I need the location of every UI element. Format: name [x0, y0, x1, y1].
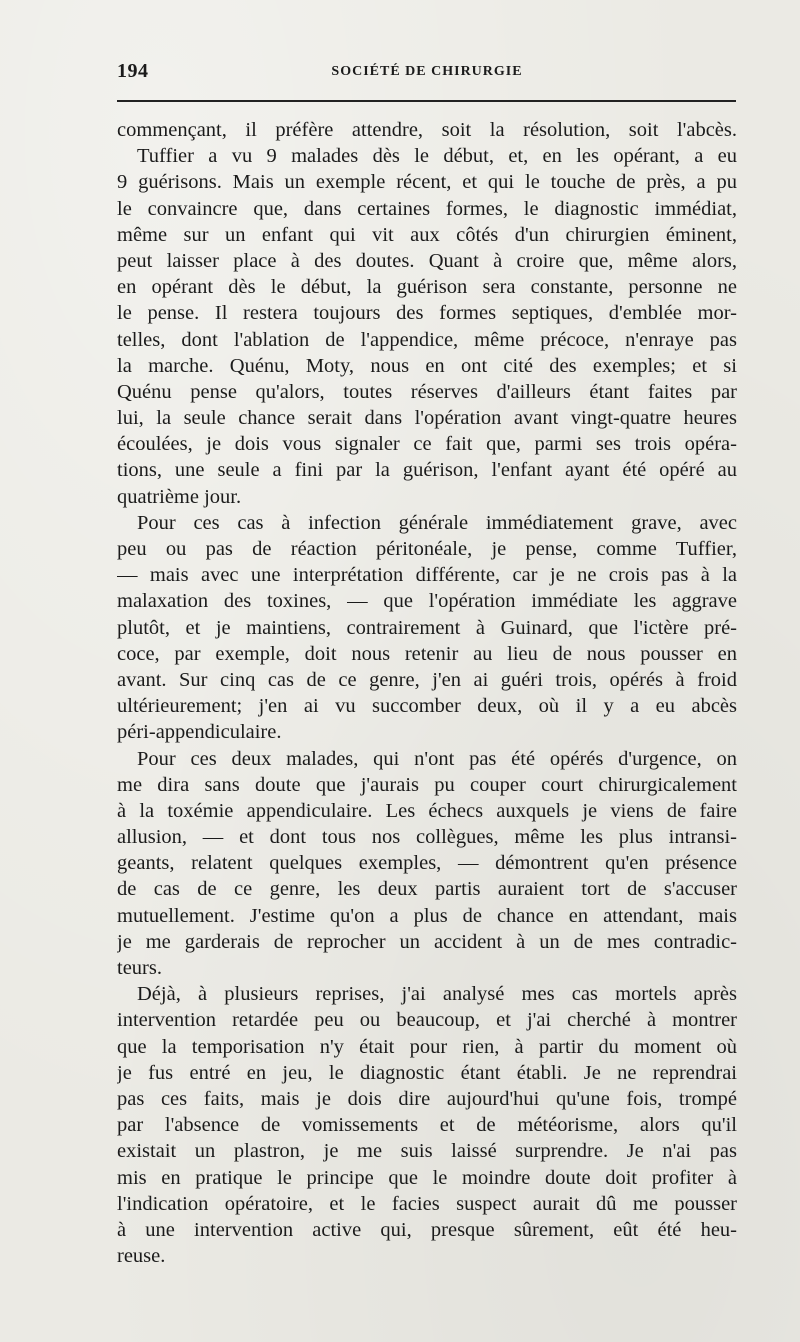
page-number: 194 — [117, 60, 149, 82]
text-line: telles, dont l'ablation de l'appendice, même précoce, n'enraye pas — [117, 328, 737, 351]
text-line: je fus entré en jeu, le diagnostic étant établi. Je ne reprendrai — [117, 1061, 737, 1084]
text-line: peu ou pas de réaction péritonéale, je pense, comme Tuffier, — [117, 538, 737, 560]
text-line: de cas de ce genre, les deux partis auraient tort de s'accuser — [117, 878, 737, 901]
text-line: Quénu pense qu'alors, toutes réserves d'ailleurs étant faites par — [117, 380, 737, 403]
text-line: mutuellement. J'estime qu'on a plus de chance en attendant, mais — [117, 904, 737, 927]
text-line: même sur un enfant qui vit aux côtés d'un chirurgien éminent, — [117, 223, 737, 246]
running-head: SOCIÉTÉ DE CHIRURGIE — [331, 64, 523, 79]
header-rule — [117, 100, 736, 102]
text-line: allusion, — et dont tous nos collègues, même les plus intransi- — [117, 826, 737, 849]
text-line: je me garderais de reprocher un accident à un de mes contradic- — [117, 930, 737, 953]
text-line: écoulées, je dois vous signaler ce fait que, parmi ses trois opéra- — [117, 433, 737, 456]
text-line: geants, relatent quelques exemples, — démontrent qu'en présence — [117, 852, 737, 875]
text-line: commençant, il préfère attendre, soit la résolution, soit l'abcès. — [117, 119, 737, 141]
text-line: teurs. — [117, 957, 162, 979]
text-line: peut laisser place à des doutes. Quant à croire que, même alors, — [117, 249, 737, 272]
text-line: le pense. Il restera toujours des formes septiques, d'emblée mor- — [117, 302, 737, 325]
text-line: Tuffier a vu 9 malades dès le début, et, en les opérant, a eu — [137, 145, 737, 168]
text-line: 9 guérisons. Mais un exemple récent, et qui le touche de près, a pu — [117, 171, 737, 194]
text-line: à la toxémie appendiculaire. Les échecs auxquels je viens de faire — [117, 799, 737, 822]
text-line: en opérant dès le début, la guérison sera constante, personne ne — [117, 276, 737, 299]
text-line: coce, par exemple, doit nous retenir au lieu de nous pousser en — [117, 642, 737, 665]
text-line: quatrième jour. — [117, 485, 242, 508]
text-line: le convaincre que, dans certaines formes, le diagnostic immédiat, — [117, 197, 737, 220]
text-line: malaxation des toxines, — que l'opération immédiate les aggrave — [117, 590, 737, 613]
text-line: péri-appendiculaire. — [117, 721, 282, 744]
text-line: mis en pratique le principe que le moindre doute doit profiter à — [117, 1166, 737, 1189]
body-text — [117, 117, 737, 1269]
text-line: existait un plastron, je me suis laissé surprendre. Je n'ai pas — [117, 1140, 737, 1163]
text-line: lui, la seule chance serait dans l'opération avant vingt-quatre heures — [117, 407, 737, 430]
text-line: l'indication opératoire, et le facies suspect aurait dû me pousser — [117, 1192, 737, 1215]
text-line: par l'absence de vomissements et de météorisme, alors qu'il — [117, 1114, 737, 1137]
text-line: tions, une seule a fini par la guérison, l'enfant ayant été opéré au — [117, 459, 737, 482]
page-header — [117, 60, 737, 90]
text-line: Déjà, à plusieurs reprises, j'ai analysé mes cas mortels après — [137, 983, 737, 1006]
text-line: pas ces faits, mais je dois dire aujourd'hui qu'une fois, trompé — [117, 1087, 737, 1110]
text-line: la marche. Quénu, Moty, nous en ont cité des exemples; et si — [117, 354, 737, 377]
text-line: Pour ces cas à infection générale immédiatement grave, avec — [137, 511, 737, 534]
text-line: me dira sans doute que j'aurais pu couper court chirurgicalement — [117, 773, 737, 796]
text-line: avant. Sur cinq cas de ce genre, j'en ai guéri trois, opérés à froid — [117, 668, 737, 691]
text-line: — mais avec une interprétation différente, car je ne crois pas à la — [117, 564, 737, 587]
text-line: que la temporisation n'y était pour rien, à partir du moment où — [117, 1035, 737, 1058]
text-line: ultérieurement; j'en ai vu succomber deux, où il y a eu abcès — [117, 695, 737, 718]
text-line: intervention retardée peu ou beaucoup, et j'ai cherché à montrer — [117, 1009, 737, 1032]
text-line: Pour ces deux malades, qui n'ont pas été opérés d'urgence, on — [137, 747, 737, 770]
text-line: plutôt, et je maintiens, contrairement à Guinard, que l'ictère pré- — [117, 616, 737, 639]
text-line: à une intervention active qui, presque sûrement, eût été heu- — [117, 1218, 737, 1241]
text-line: reuse. — [117, 1245, 166, 1268]
